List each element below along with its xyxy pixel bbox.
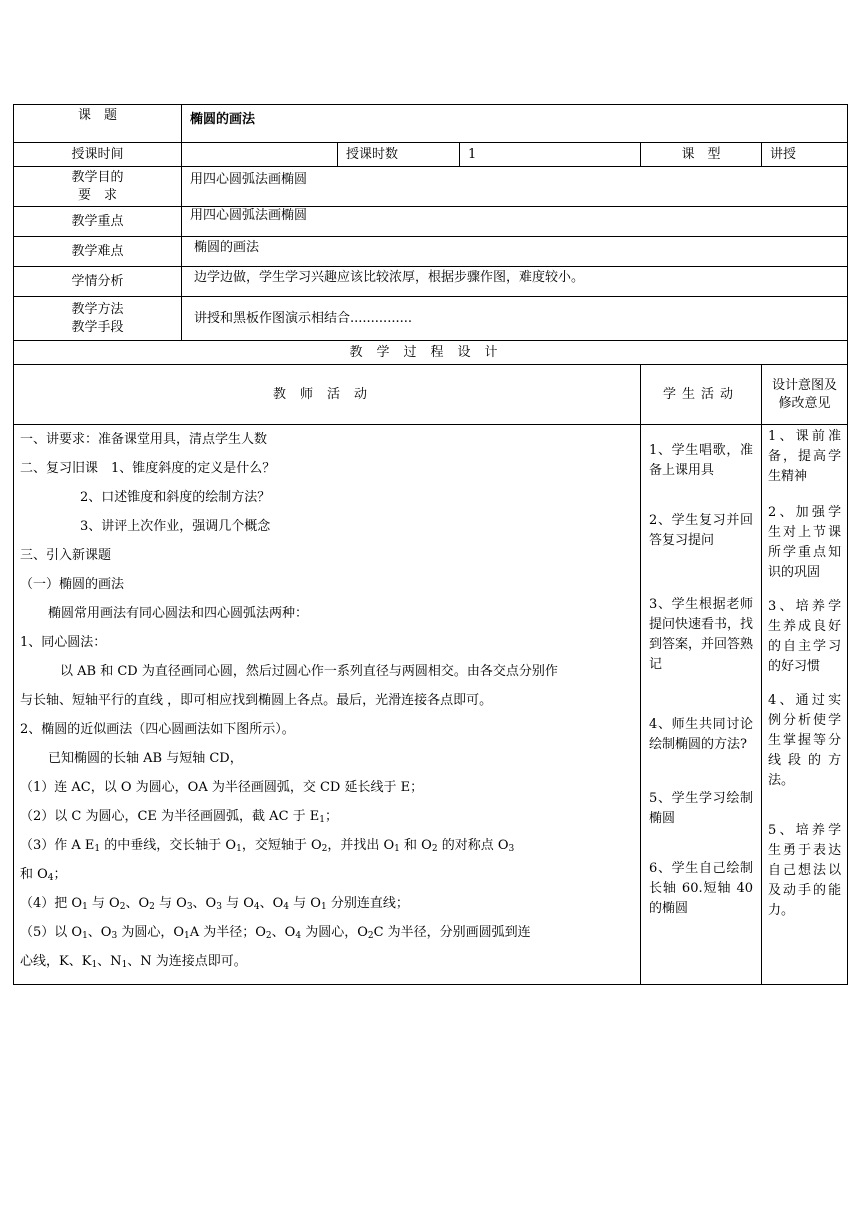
teacher-line: 2、口述锥度和斜度的绘制方法？ [80,490,271,505]
design-item: 5、培养学生勇于表达自己想法以及动手的能力。 [768,823,842,918]
time-value [182,143,338,167]
student-item: 5、学生学习绘制椭圆 [649,791,753,826]
topic-label: 课 题 [14,105,182,143]
teacher-line: 已知椭圆的长轴 AB 与短轴 CD， [48,751,243,766]
purpose-label-line1: 教学目的 [71,170,124,185]
method-label [14,297,182,341]
purpose-value: 用四心圆弧法画椭圆 [182,167,848,207]
lesson-plan-table [13,104,848,985]
student-item: 4、师生共同讨论绘制椭圆的方法? [649,717,753,752]
process-title-row [14,341,848,365]
method-label-line1: 教学方法 [71,301,124,317]
teacher-line: 1、同心圆法： [20,635,107,650]
activity-header-row [14,365,848,425]
topic-row [14,105,848,143]
method-label-line2: 教学手段 [71,319,124,335]
key-label: 教学重点 [14,207,182,237]
student-item: 3、学生根据老师提问快速看书，找到答案，并回答熟记 [649,597,754,672]
design-header: 设计意图及修改意见 [762,365,848,425]
teacher-line: （一）椭圆的画法 [20,577,125,592]
design-item: 4、通过实例分析使学生掌握等分线段的方法。 [768,693,842,788]
teacher-activity-cell [14,425,641,985]
design-item: 1、课前准备，提高学生精神 [768,429,842,484]
analysis-label: 学情分析 [14,267,182,297]
teacher-line: （3）作 A $E_1$ 的中垂线，交长轴于 $O_1$，交短轴于 $O_2$，并找出 $O_1$ 和 $O_2$ 的对称点 $O_3$ [20,838,515,854]
teacher-activity-header: 教师活动 [14,365,641,425]
teacher-line: 与长轴、短轴平行的直线 ，即可相应找到椭圆上各点。最后，光滑连接各点即可。 [20,693,493,708]
student-item: 6、学生自己绘制长轴 60.短轴 40 的椭圆 [649,861,753,916]
teacher-line: 以 AB 和 CD 为直径画同心圆，然后过圆心作一系列直径与两圆相交。由各交点分别作 [60,664,558,679]
design-cell [762,425,848,985]
teacher-line: 椭圆常用画法有同心圆法和四心圆弧法两种： [48,606,309,621]
teacher-line: 2、椭圆的近似画法（四心圆画法如下图所示）。 [20,722,295,737]
time-label: 授课时间 [14,143,182,167]
student-activity-header: 学生活动 [641,365,762,425]
method-row [14,297,848,341]
design-item: 3、培养学生养成良好的自主学习的好习惯 [768,599,842,674]
design-item: 2、加强学生对上节课所学重点知识的巩固 [768,505,842,580]
teacher-line: 三、引入新课题 [20,548,112,563]
difficulty-row [14,237,848,267]
student-item: 1、学生唱歌，准备上课用具 [649,443,753,478]
purpose-label-line2: 要 求 [77,188,117,203]
schedule-row [14,143,848,167]
teacher-line: （5）以 $O_1$、$O_3$ 为圆心，$O_1A$ 为半径；$O_2$、$O_4$ 为圆心，$O_2C$ 为半径，分别画圆弧到连 [20,925,531,941]
purpose-label [14,167,182,207]
teacher-line: （4）把 $O_1$ 与 $O_2$、$O_2$ 与 $O_3$、$O_3$ 与 $O_4$、$O_4$ 与 $O_1$ 分别连直线； [20,896,409,912]
teacher-line: 一、讲要求：准备课堂用具，清点学生人数 [20,432,268,447]
process-title: 教学过程设计 [14,341,848,365]
hours-label: 授课时数 [338,143,460,167]
teacher-line: 3、讲评上次作业，强调几个概念 [80,519,271,534]
key-row [14,207,848,237]
type-label: 课 型 [641,143,762,167]
lesson-plan-sheet [13,104,847,985]
topic-value: 椭圆的画法 [182,105,848,143]
activity-content-row [14,425,848,985]
teacher-line: 心线，K、$K_1$、$N_1$、N 为连接点即可。 [20,954,247,970]
difficulty-value: 椭圆的画法 [182,237,848,267]
type-value: 讲授 [762,143,848,167]
method-value: 讲授和黑板作图演示相结合............... [182,297,848,341]
analysis-value: 边学边做，学生学习兴趣应该比较浓厚，根据步骤作图，难度较小。 [182,267,848,297]
analysis-row [14,267,848,297]
student-item: 2、学生复习并回答复习提问 [649,513,753,548]
teacher-line: 二、复习旧课 1、锥度斜度的定义是什么？ [20,461,276,476]
teacher-line: 和 $O_4$； [20,867,67,883]
student-activity-cell [641,425,762,985]
teacher-line: （1）连 AC，以 O 为圆心，OA 为半径画圆弧，交 CD 延长线于 E； [20,780,424,795]
hours-value: 1 [460,143,641,167]
difficulty-label: 教学难点 [14,237,182,267]
key-value: 用四心圆弧法画椭圆 [182,207,848,237]
teacher-line: （2）以 C 为圆心，CE 为半径画圆弧，截 AC 于 $E_1$； [20,809,339,825]
purpose-row [14,167,848,207]
